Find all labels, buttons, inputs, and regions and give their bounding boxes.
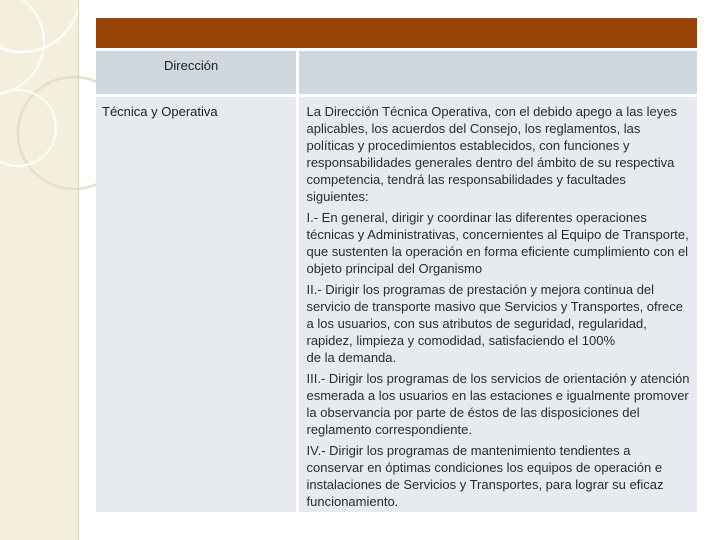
header-label: Dirección (164, 58, 219, 73)
paragraph-intro: La Dirección Técnica Operativa, con el debido apego a las leyes aplicables, los acuerdos del Consejo, los reglamentos, las políticas y procedimientos establecidos, con funciones y responsabilidades generales dentro del ámbito de su respectiva competencia, tendrá las responsabilidades y facultades siguientes: (306, 104, 677, 204)
paragraph-iii: III.- Dirigir los programas de los servicios de orientación y atención esmerada a los usuarios en las estaciones e igualmente promover la observancia por parte de éstos de las disposiciones del reglamento correspondiente. (306, 371, 690, 437)
row-content-cell (297, 96, 697, 513)
panel-divider (78, 0, 79, 540)
header-cell-right (297, 50, 697, 96)
row-label-cell (96, 96, 297, 513)
side-panel (0, 0, 78, 540)
paragraph-i: I.- En general, dirigir y coordinar las diferentes operaciones técnicas y Administrativas, concernientes al Equipo de Transporte, que sustenten la operación en forma eficiente cumplimiento con el objeto principal del Organismo (306, 210, 689, 276)
row-label: Técnica y Operativa (102, 104, 218, 119)
header-cell-left (96, 50, 297, 96)
table-header-band (96, 18, 697, 50)
paragraph-iv: IV.- Dirigir los programas de mantenimiento tendientes a conservar en óptimas condiciones los equipos de operación e instalaciones de Servicios y Transportes, para lograr su eficaz funcionamiento. (306, 443, 664, 509)
table-row (96, 96, 697, 513)
paragraph-ii: II.- Dirigir los programas de prestación y mejora continua del servicio de transporte masivo que Servicios y Transportes, ofrece a los usuarios, con sus atributos de seguridad, regularidad, rapidez, limpieza y comodidad, satisfaciendo el 100% de la demanda. (306, 282, 683, 365)
table-header-row (96, 50, 697, 96)
responsibilities-table (96, 18, 697, 512)
